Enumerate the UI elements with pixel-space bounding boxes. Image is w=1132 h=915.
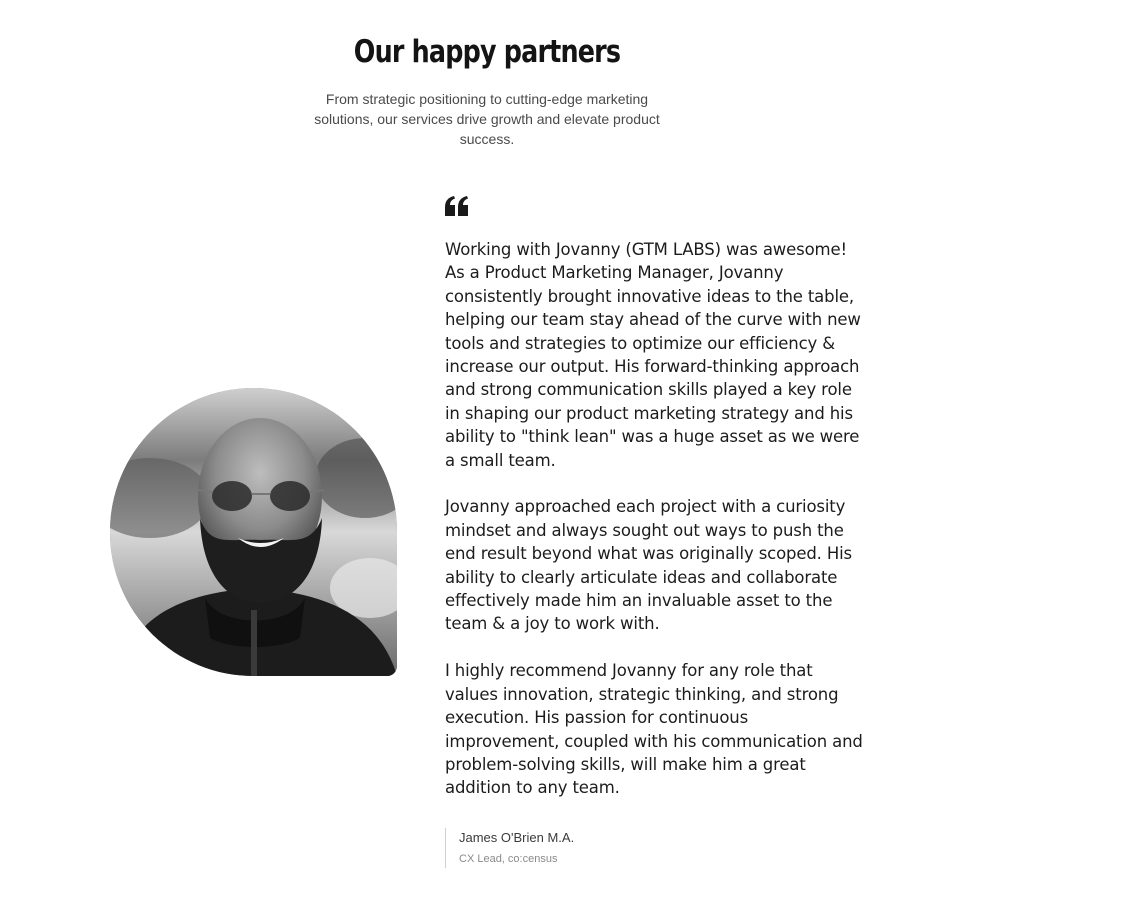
section-title: Our happy partners xyxy=(353,34,621,70)
section-subtitle: From strategic positioning to cutting-edge marketing solutions, our services drive growth and elevate product success. xyxy=(314,91,660,147)
portrait-photo xyxy=(110,388,397,676)
testimonial-paragraph: I highly recommend Jovanny for any role that values innovation, strategic thinking, and strong execution. His passion for continuous improvement, coupled with his communication and problem-solving skills, will make him a great addition to any team. xyxy=(445,661,863,798)
author-name: James O'Brien M.A. xyxy=(459,830,575,845)
author-role: CX Lead, co:census xyxy=(459,853,558,865)
testimonial-body xyxy=(445,238,865,823)
quote-icon xyxy=(445,196,469,216)
testimonial-paragraph: Jovanny approached each project with a curiosity mindset and always sought out ways to push the end result beyond what was originally scoped. His ability to clearly articulate ideas and collaborate effectively made him an invaluable asset to the team & a joy to work with. xyxy=(445,497,852,634)
testimonial-attribution xyxy=(445,828,574,868)
testimonial-paragraph: Working with Jovanny (GTM LABS) was awesome! As a Product Marketing Manager, Jovanny consistently brought innovative ideas to the table, helping our team stay ahead of the curve with new tools and strategies to optimize our efficiency & increase our output. His forward-thinking approach and strong communication skills played a key role in shaping our product marketing strategy and his ability to "think lean" was a huge asset as we were a small team. xyxy=(445,240,861,470)
